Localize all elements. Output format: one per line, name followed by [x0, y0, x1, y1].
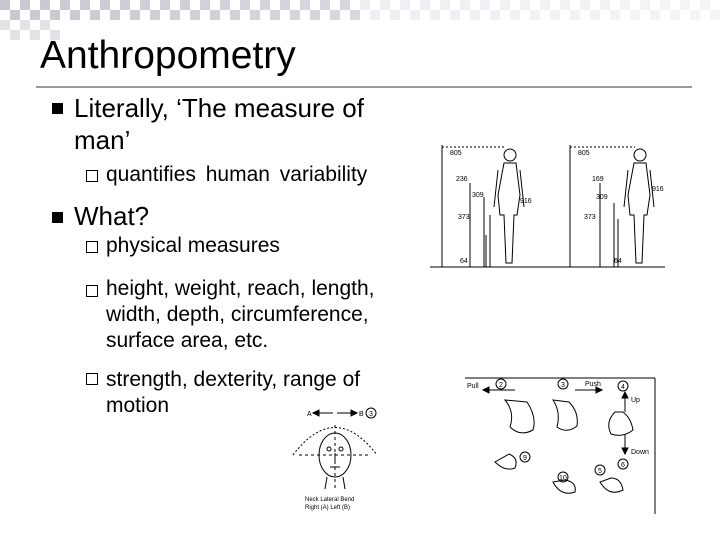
- checker-square: [340, 0, 350, 10]
- checker-square: [220, 0, 230, 10]
- motion-label: 10: [559, 475, 567, 482]
- checker-square: [380, 0, 390, 10]
- checker-square: [240, 0, 250, 10]
- sub-bullet-2-3-line1: strength, dexterity, range of: [106, 368, 361, 391]
- checker-square: [540, 0, 550, 10]
- neck-label-number: 3: [369, 411, 373, 418]
- standing-label: 309: [596, 194, 608, 201]
- checker-square: [120, 0, 130, 10]
- checker-square: [700, 0, 710, 10]
- bullet-1-line2: man’: [74, 125, 131, 155]
- checker-square: [90, 10, 100, 20]
- checker-square: [30, 30, 40, 40]
- checker-square: [60, 0, 70, 10]
- sub-bullet-2-1-text: physical measures: [106, 234, 280, 257]
- checker-square: [150, 10, 160, 20]
- checker-square: [230, 10, 240, 20]
- checker-square: [330, 10, 340, 20]
- neck-caption: Neck Lateral Bend: [305, 497, 355, 503]
- motion-label-up: Up: [631, 397, 640, 404]
- motion-label-push: Push: [585, 381, 601, 388]
- checker-square: [300, 0, 310, 10]
- checker-square: [30, 10, 40, 20]
- standing-label: 805: [578, 150, 590, 157]
- checker-square: [160, 0, 170, 10]
- checker-square: [500, 0, 510, 10]
- checker-square: [270, 10, 280, 20]
- standing-label: 916: [652, 186, 664, 193]
- checker-square: [490, 10, 500, 20]
- checker-square: [690, 10, 700, 20]
- motion-label-down: Down: [631, 449, 649, 456]
- checker-square: [130, 10, 140, 20]
- bullet-1-marker: [52, 103, 63, 114]
- checker-square: [370, 10, 380, 20]
- checker-square: [40, 0, 50, 10]
- checker-square: [550, 10, 560, 20]
- checker-square: [50, 10, 60, 20]
- sub-bullet-1-1-text: quantifies human variability: [106, 163, 368, 186]
- checker-square: [630, 10, 640, 20]
- sub-bullet-2-3-line2: motion: [106, 394, 170, 417]
- checker-square: [390, 10, 400, 20]
- checker-square: [440, 0, 450, 10]
- sub-bullet-2-2-text: [106, 276, 375, 354]
- checker-square: [600, 0, 610, 10]
- checker-square: [20, 0, 30, 10]
- checker-square: [70, 10, 80, 20]
- neck-caption-sub: Right (A) Left (B): [305, 505, 351, 511]
- standing-label: 169: [592, 176, 604, 183]
- checker-square: [680, 0, 690, 10]
- checker-square: [450, 10, 460, 20]
- checker-square: [10, 30, 20, 40]
- checker-square: [0, 20, 10, 30]
- bullet-1-line1: Literally, ‘The measure of: [74, 93, 364, 123]
- checker-square: [140, 0, 150, 10]
- checker-square: [610, 10, 620, 20]
- standing-label: 805: [450, 150, 462, 157]
- sub-bullet-2-2-line3: surface area, etc.: [106, 329, 269, 352]
- motion-label-pull: Pull: [467, 383, 479, 390]
- checker-square: [200, 0, 210, 10]
- motion-strength-figure: [465, 372, 665, 517]
- sub-bullet-2-2-marker: [86, 285, 98, 297]
- bullet-2-text: What?: [74, 201, 150, 231]
- checker-square: [620, 0, 630, 10]
- checker-square: [100, 0, 110, 10]
- motion-label: 9: [523, 455, 527, 462]
- checker-square: [430, 10, 440, 20]
- checker-square: [310, 10, 320, 20]
- checker-square: [190, 10, 200, 20]
- checker-square: [20, 20, 30, 30]
- checker-square: [0, 0, 10, 10]
- checker-square: [640, 0, 650, 10]
- checker-square: [660, 0, 670, 10]
- checker-square: [110, 10, 120, 20]
- motion-label: 5: [598, 468, 602, 475]
- checker-square: [410, 10, 420, 20]
- checker-square: [250, 10, 260, 20]
- checker-square: [280, 0, 290, 10]
- checker-square: [170, 10, 180, 20]
- checker-square: [360, 0, 370, 10]
- standing-measurement-figure: [420, 135, 670, 285]
- checker-square: [590, 10, 600, 20]
- checker-square: [320, 0, 330, 10]
- motion-label: 2: [499, 382, 503, 389]
- title-rule: [36, 86, 692, 88]
- standing-label: 64: [614, 258, 622, 265]
- checker-square: [650, 10, 660, 20]
- checker-square: [350, 10, 360, 20]
- sub-bullet-1-1-marker: [86, 170, 98, 182]
- checker-square: [420, 0, 430, 10]
- checker-square: [180, 0, 190, 10]
- checker-square: [710, 10, 720, 20]
- neck-label-b: B: [359, 411, 364, 418]
- checker-square: [510, 10, 520, 20]
- slide-title: Anthropometry: [40, 34, 296, 77]
- bullet-2-marker: [52, 212, 63, 223]
- checker-square: [10, 10, 20, 20]
- neck-lateral-bend-figure: [285, 405, 385, 513]
- checker-square: [470, 10, 480, 20]
- checker-square: [580, 0, 590, 10]
- checker-square: [400, 0, 410, 10]
- motion-label: 4: [621, 384, 625, 391]
- standing-label: 373: [584, 214, 596, 221]
- bullet-1-text: [74, 92, 364, 156]
- checker-square: [460, 0, 470, 10]
- sub-bullet-2-2-line1: height, weight, reach, length,: [106, 277, 375, 300]
- standing-label: 373: [458, 214, 470, 221]
- checker-square: [670, 10, 680, 20]
- motion-label: 6: [621, 462, 625, 469]
- standing-label: 916: [520, 198, 532, 205]
- sub-bullet-2-3-marker: [86, 373, 98, 385]
- checker-square: [80, 0, 90, 10]
- checker-square: [570, 10, 580, 20]
- standing-label: 309: [472, 192, 484, 199]
- sub-bullet-2-1-marker: [86, 241, 98, 253]
- checker-square: [560, 0, 570, 10]
- checker-square: [40, 20, 50, 30]
- neck-label-a: A: [307, 411, 312, 418]
- motion-label: 3: [561, 382, 565, 389]
- checker-square: [520, 0, 530, 10]
- standing-label: 64: [460, 258, 468, 265]
- checker-square: [530, 10, 540, 20]
- sub-bullet-2-2-line2: width, depth, circumference,: [106, 303, 369, 326]
- standing-label: 236: [456, 176, 468, 183]
- checker-square: [290, 10, 300, 20]
- checker-square: [260, 0, 270, 10]
- checker-square: [480, 0, 490, 10]
- checker-square: [210, 10, 220, 20]
